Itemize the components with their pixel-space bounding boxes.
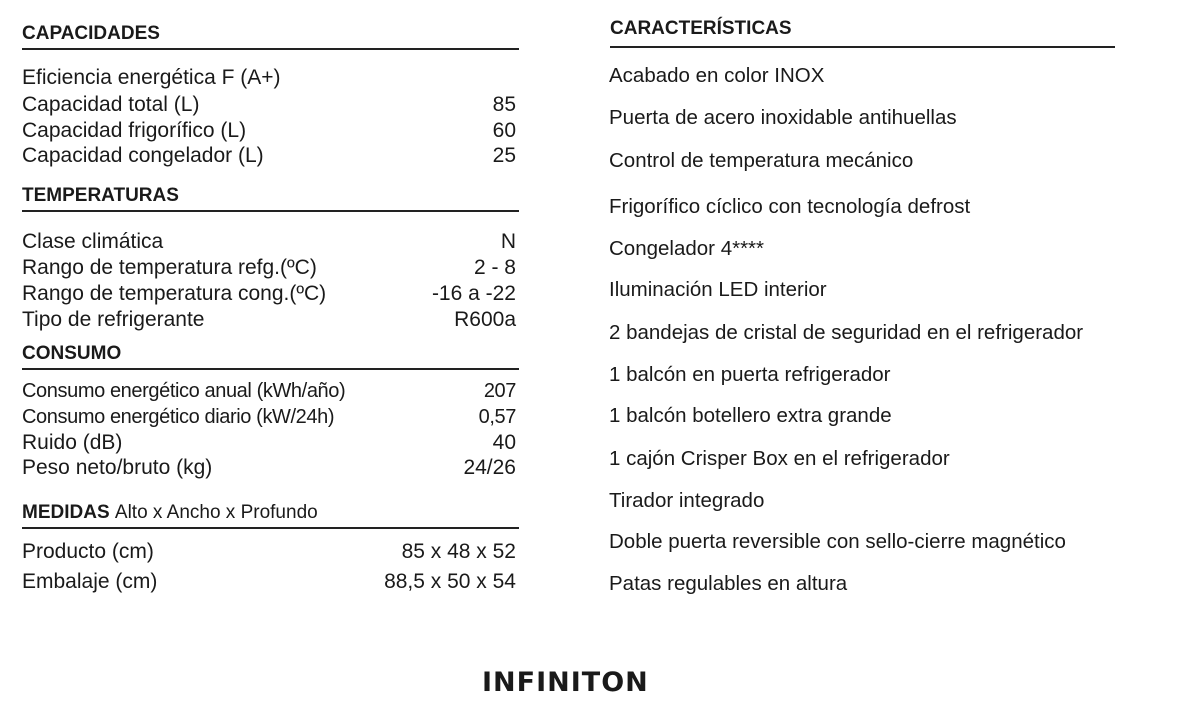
feature-item: Doble puerta reversible con sello-cierre magnético: [609, 530, 1066, 553]
spec-value: 60: [492, 119, 516, 142]
feature-item: 1 cajón Crisper Box en el refrigerador: [609, 447, 950, 470]
spec-label: Producto (cm): [22, 540, 154, 563]
spec-value: 25: [492, 144, 516, 167]
spec-label: Capacidad congelador (L): [22, 144, 264, 167]
spec-row: [22, 143, 516, 169]
spec-row: [22, 255, 516, 281]
spec-label: Embalaje (cm): [22, 570, 158, 593]
spec-label: Rango de temperatura refg.(ºC): [22, 256, 317, 279]
spec-label: Rango de temperatura cong.(ºC): [22, 282, 327, 305]
spec-label: Consumo energético anual (kWh/año): [22, 380, 346, 402]
section-capacidades-title: CAPACIDADES: [22, 22, 519, 50]
spec-value: -16 a -22: [431, 282, 516, 305]
spec-row: [22, 455, 516, 481]
spec-row: [22, 378, 516, 404]
spec-label: Eficiencia energética F (A+): [22, 66, 281, 89]
spec-label: Capacidad total (L): [22, 93, 200, 116]
section-caracteristicas-title: CARACTERÍSTICAS: [610, 16, 1115, 48]
spec-row: [22, 281, 516, 307]
medidas-title: MEDIDAS: [22, 502, 110, 523]
feature-item: 2 bandejas de cristal de seguridad en el refrigerador: [609, 321, 1084, 344]
section-temperaturas-title: TEMPERATURAS: [22, 184, 519, 212]
feature-item: Patas regulables en altura: [609, 572, 848, 595]
spec-value: 24/26: [463, 456, 516, 479]
spec-value: 2 - 8: [473, 256, 516, 279]
feature-item: Tirador integrado: [609, 489, 765, 512]
feature-item: 1 balcón botellero extra grande: [609, 404, 892, 427]
spec-value: N: [500, 230, 516, 253]
feature-item: Control de temperatura mecánico: [609, 149, 914, 172]
feature-item: Frigorífico cíclico con tecnología defrost: [609, 195, 971, 218]
medidas-subtitle: Alto x Ancho x Profundo: [114, 502, 318, 523]
spec-label: Consumo energético diario (kW/24h): [22, 406, 335, 428]
spec-row: [22, 404, 516, 430]
feature-item: Puerta de acero inoxidable antihuellas: [609, 106, 957, 129]
spec-label: Capacidad frigorífico (L): [22, 119, 247, 142]
spec-label: Clase climática: [22, 230, 164, 253]
spec-label: Peso neto/bruto (kg): [22, 456, 213, 479]
feature-item: Congelador 4****: [609, 237, 765, 260]
spec-row: [22, 65, 516, 91]
spec-label: Tipo de refrigerante: [22, 308, 205, 331]
feature-item: 1 balcón en puerta refrigerador: [609, 363, 891, 386]
spec-row: [22, 569, 516, 595]
spec-row: [22, 430, 516, 456]
spec-value: 88,5 x 50 x 54: [384, 570, 516, 593]
brand-logo: INFINITON: [482, 667, 649, 698]
section-medidas-title: [22, 501, 519, 529]
spec-value: 207: [483, 380, 516, 402]
feature-item: Iluminación LED interior: [609, 278, 827, 301]
spec-value: R600a: [454, 308, 516, 331]
spec-row: [22, 229, 516, 255]
feature-item: Acabado en color INOX: [609, 64, 825, 87]
spec-row: [22, 92, 516, 118]
spec-row: [22, 307, 516, 333]
spec-value: 0,57: [478, 406, 516, 428]
spec-value: 85: [492, 93, 516, 116]
spec-label: Ruido (dB): [22, 431, 123, 454]
spec-value: 85 x 48 x 52: [401, 540, 516, 563]
section-consumo-title: CONSUMO: [22, 342, 519, 370]
spec-row: [22, 118, 516, 144]
spec-value: 40: [492, 431, 516, 454]
spec-row: [22, 539, 516, 565]
